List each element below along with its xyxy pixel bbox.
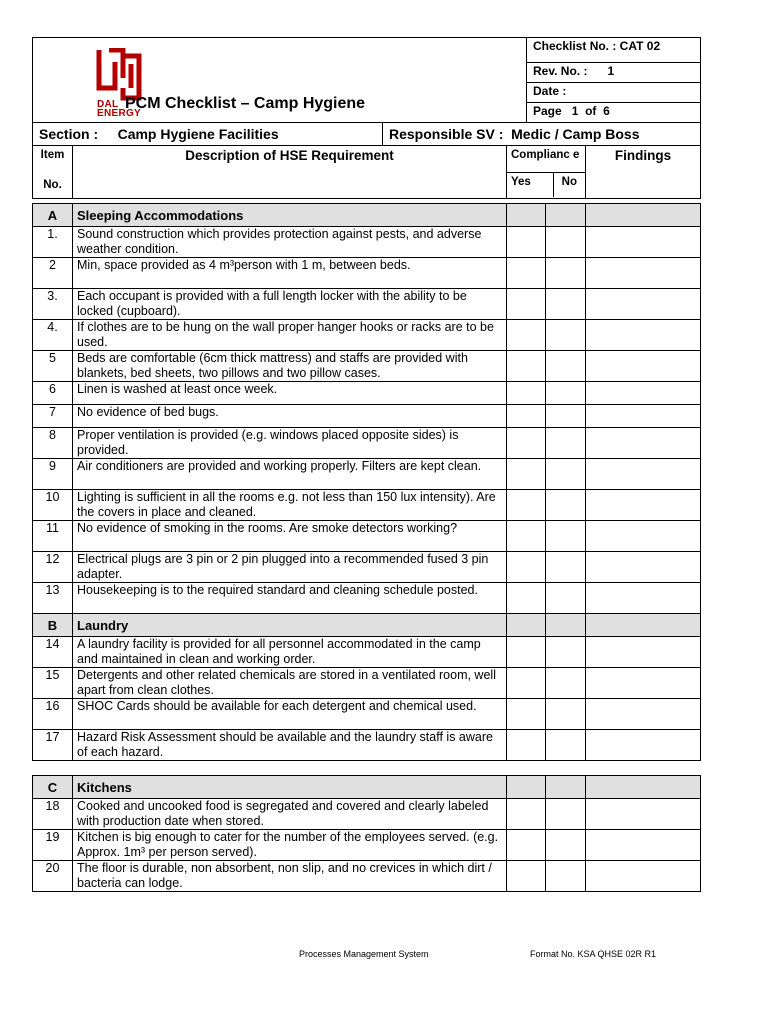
yes-checkbox-cell[interactable] — [507, 861, 546, 892]
checklist-row — [33, 405, 701, 428]
category-b-row: B Laundry — [33, 614, 701, 637]
item-number: 13 — [33, 583, 73, 614]
description-header: Description of HSE Requirement — [73, 146, 507, 199]
requirement-text: Electrical plugs are 3 pin or 2 pin plugged into a recommended fused 3 pin adapter. — [73, 552, 507, 583]
no-checkbox-cell[interactable] — [546, 351, 586, 382]
checklist-row — [33, 521, 701, 552]
no-checkbox-cell[interactable] — [546, 668, 586, 699]
requirement-text: If clothes are to be hung on the wall proper hanger hooks or racks are to be used. — [73, 320, 507, 351]
category-a-row: A Sleeping Accommodations — [33, 204, 701, 227]
requirement-text: Min, space provided as 4 m³person with 1 m, between beds. — [73, 258, 507, 289]
item-number: 6 — [33, 382, 73, 405]
checklist-row — [33, 552, 701, 583]
item-number: 9 — [33, 459, 73, 490]
no-checkbox-cell[interactable] — [546, 552, 586, 583]
item-number: 3. — [33, 289, 73, 320]
checklist-row — [33, 227, 701, 258]
header-table — [32, 37, 701, 123]
findings-cell[interactable] — [586, 668, 701, 699]
no-checkbox-cell[interactable] — [546, 258, 586, 289]
checklist-row — [33, 730, 701, 761]
findings-cell[interactable] — [586, 289, 701, 320]
findings-cell[interactable] — [586, 320, 701, 351]
checklist-row — [33, 289, 701, 320]
yes-checkbox-cell[interactable] — [507, 227, 546, 258]
item-number: 7 — [33, 405, 73, 428]
item-number-header: Item No. — [33, 146, 73, 199]
requirement-text: Kitchen is big enough to cater for the number of the employees served. (e.g. Approx. 1m³ per person served). — [73, 830, 507, 861]
item-number: 8 — [33, 428, 73, 459]
requirement-text: The floor is durable, non absorbent, non slip, and no crevices in which dirt / bacteria can lodge. — [73, 861, 507, 892]
requirement-text: Each occupant is provided with a full length locker with the ability to be locked (cupboard). — [73, 289, 507, 320]
no-checkbox-cell[interactable] — [546, 830, 586, 861]
requirement-text: Proper ventilation is provided (e.g. windows placed opposite sides) is provided. — [73, 428, 507, 459]
findings-cell[interactable] — [586, 521, 701, 552]
yes-checkbox-cell[interactable] — [507, 490, 546, 521]
item-number: 16 — [33, 699, 73, 730]
checklist-row — [33, 799, 701, 830]
item-number: 19 — [33, 830, 73, 861]
document-title: PCM Checklist – Camp Hygiene — [125, 95, 366, 112]
no-checkbox-cell[interactable] — [546, 405, 586, 428]
no-checkbox-cell[interactable] — [546, 428, 586, 459]
requirement-text: No evidence of smoking in the rooms. Are smoke detectors working? — [73, 521, 507, 552]
yes-checkbox-cell[interactable] — [507, 521, 546, 552]
checklist-row — [33, 668, 701, 699]
no-checkbox-cell[interactable] — [546, 583, 586, 614]
footer-system: Processes Management System — [299, 949, 429, 959]
findings-cell[interactable] — [586, 405, 701, 428]
checklist-row — [33, 320, 701, 351]
yes-checkbox-cell[interactable] — [507, 699, 546, 730]
item-number: 4. — [33, 320, 73, 351]
findings-cell[interactable] — [586, 490, 701, 521]
checklist-row — [33, 699, 701, 730]
checklist-row — [33, 382, 701, 405]
findings-cell[interactable] — [586, 258, 701, 289]
footer-format: Format No. KSA QHSE 02R R1 — [530, 949, 657, 959]
date-field: Date : — [527, 83, 701, 103]
findings-cell[interactable] — [586, 459, 701, 490]
no-checkbox-cell[interactable] — [546, 459, 586, 490]
yes-header: Yes — [507, 173, 554, 197]
findings-cell[interactable] — [586, 583, 701, 614]
requirement-text: Linen is washed at least once week. — [73, 382, 507, 405]
findings-cell[interactable] — [586, 799, 701, 830]
no-checkbox-cell[interactable] — [546, 861, 586, 892]
item-number: 2 — [33, 258, 73, 289]
checklist-number: Checklist No. : CAT 02 — [527, 38, 701, 63]
no-checkbox-cell[interactable] — [546, 637, 586, 668]
findings-cell[interactable] — [586, 552, 701, 583]
yes-checkbox-cell[interactable] — [507, 382, 546, 405]
requirement-text: Hazard Risk Assessment should be available and the laundry staff is aware of each hazard. — [73, 730, 507, 761]
findings-cell[interactable] — [586, 730, 701, 761]
yes-checkbox-cell[interactable] — [507, 459, 546, 490]
findings-cell[interactable] — [586, 830, 701, 861]
no-checkbox-cell[interactable] — [546, 382, 586, 405]
requirement-text: Sound construction which provides protection against pests, and adverse weather condition. — [73, 227, 507, 258]
item-number: 11 — [33, 521, 73, 552]
yes-checkbox-cell[interactable] — [507, 405, 546, 428]
findings-cell[interactable] — [586, 637, 701, 668]
item-number: 5 — [33, 351, 73, 382]
findings-cell[interactable] — [586, 428, 701, 459]
requirement-text: Air conditioners are provided and working properly. Filters are kept clean. — [73, 459, 507, 490]
no-checkbox-cell[interactable] — [546, 699, 586, 730]
checklist-row — [33, 861, 701, 892]
yes-checkbox-cell[interactable] — [507, 668, 546, 699]
title-cell — [33, 38, 527, 123]
findings-cell[interactable] — [586, 351, 701, 382]
yes-checkbox-cell[interactable] — [507, 830, 546, 861]
findings-cell[interactable] — [586, 382, 701, 405]
compliance-header: Complianc e Yes No — [507, 146, 586, 199]
requirement-text: Housekeeping is to the required standard and cleaning schedule posted. — [73, 583, 507, 614]
checklist-row — [33, 258, 701, 289]
item-number: 15 — [33, 668, 73, 699]
page-indicator: Page 1 of 6 — [527, 103, 701, 123]
yes-checkbox-cell[interactable] — [507, 428, 546, 459]
category-c-row: C Kitchens — [33, 776, 701, 799]
yes-checkbox-cell[interactable] — [507, 258, 546, 289]
no-checkbox-cell[interactable] — [546, 521, 586, 552]
no-checkbox-cell[interactable] — [546, 490, 586, 521]
findings-header: Findings — [586, 146, 701, 199]
item-number: 14 — [33, 637, 73, 668]
no-header: No — [561, 176, 577, 188]
requirement-text: Detergents and other related chemicals are stored in a ventilated room, well apart from clean clothes. — [73, 668, 507, 699]
findings-cell[interactable] — [586, 227, 701, 258]
no-checkbox-cell[interactable] — [546, 730, 586, 761]
requirement-text: Cooked and uncooked food is segregated and covered and clearly labeled with production date when stored. — [73, 799, 507, 830]
item-number: 12 — [33, 552, 73, 583]
no-checkbox-cell[interactable] — [546, 289, 586, 320]
no-checkbox-cell[interactable] — [546, 799, 586, 830]
logo-text: DAL ENERGY — [97, 99, 142, 119]
checklist-row — [33, 637, 701, 668]
yes-checkbox-cell[interactable] — [507, 320, 546, 351]
yes-checkbox-cell[interactable] — [507, 799, 546, 830]
yes-checkbox-cell[interactable] — [507, 289, 546, 320]
revision-number: Rev. No. : 1 — [527, 63, 701, 83]
yes-checkbox-cell[interactable] — [507, 730, 546, 761]
checklist-row — [33, 583, 701, 614]
checklist-table — [32, 146, 701, 892]
item-number: 1. — [33, 227, 73, 258]
checklist-row — [33, 490, 701, 521]
yes-checkbox-cell[interactable] — [507, 552, 546, 583]
responsible-sv-field: Responsible SV : Medic / Camp Boss — [383, 123, 701, 146]
yes-checkbox-cell[interactable] — [507, 637, 546, 668]
yes-checkbox-cell[interactable] — [507, 351, 546, 382]
checklist-row — [33, 428, 701, 459]
requirement-text: Beds are comfortable (6cm thick mattress) and staffs are provided with blankets, bed sheets, two pillows and two pillow cases. — [73, 351, 507, 382]
checklist-row — [33, 351, 701, 382]
requirement-text: A laundry facility is provided for all personnel accommodated in the camp and maintained in clean and working order. — [73, 637, 507, 668]
checklist-sheet — [32, 37, 700, 892]
findings-cell[interactable] — [586, 699, 701, 730]
item-number: 10 — [33, 490, 73, 521]
findings-cell[interactable] — [586, 861, 701, 892]
no-checkbox-cell[interactable] — [546, 320, 586, 351]
checklist-row — [33, 830, 701, 861]
item-number: 20 — [33, 861, 73, 892]
requirement-text: SHOC Cards should be available for each detergent and chemical used. — [73, 699, 507, 730]
requirement-text: No evidence of bed bugs. — [73, 405, 507, 428]
requirement-text: Lighting is sufficient in all the rooms e.g. not less than 150 lux intensity). Are the covers in place and cleaned. — [73, 490, 507, 521]
item-number: 18 — [33, 799, 73, 830]
item-number: 17 — [33, 730, 73, 761]
section-field: Section : Camp Hygiene Facilities — [33, 123, 383, 146]
yes-checkbox-cell[interactable] — [507, 583, 546, 614]
section-table — [32, 123, 701, 146]
no-checkbox-cell[interactable] — [546, 227, 586, 258]
checklist-row — [33, 459, 701, 490]
